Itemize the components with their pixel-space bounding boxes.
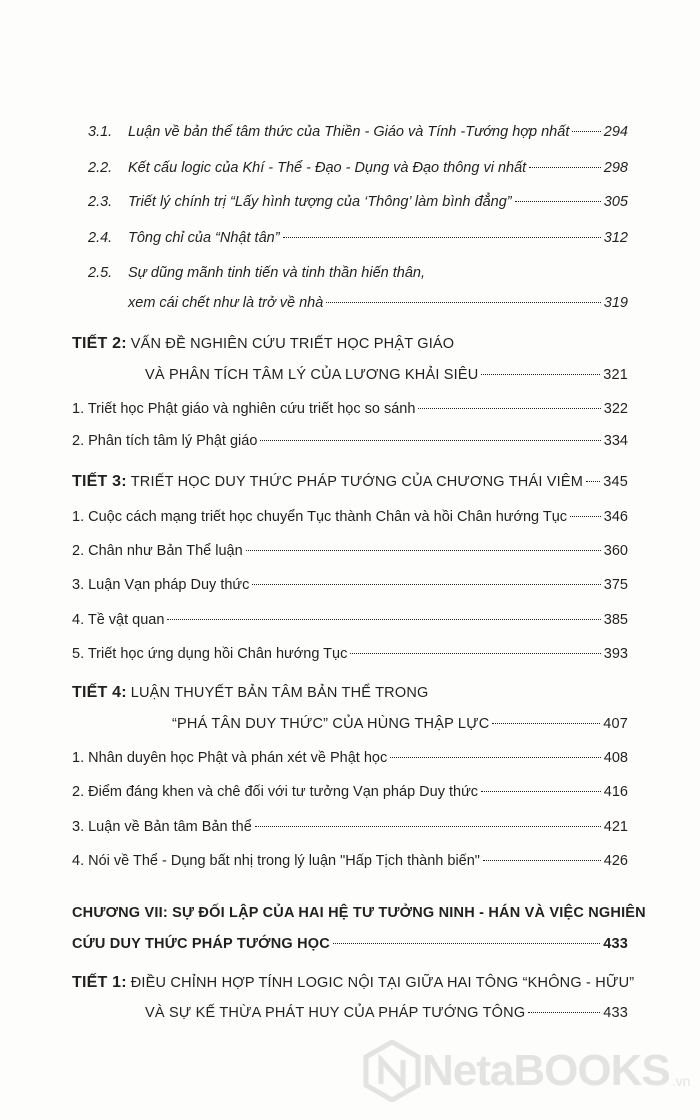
- section-heading[interactable]: [72, 473, 628, 491]
- entry-number: 2.4.: [88, 230, 113, 246]
- entry-title: Kết cấu logic của Khí - Thể - Đạo - Dụng và Đạo thông vi nhất: [128, 160, 527, 176]
- section-heading[interactable]: [72, 684, 628, 702]
- chapter-page: 433: [603, 936, 628, 952]
- leader-dots: [492, 723, 600, 724]
- entry-page: 408: [603, 750, 628, 766]
- chapter-heading[interactable]: [72, 905, 646, 921]
- entry-page: 385: [603, 612, 628, 628]
- entry-title: Sự dũng mãnh tinh tiến và tinh thần hiến thân,: [128, 265, 425, 281]
- section-page: 407: [603, 716, 628, 732]
- leader-dots: [586, 481, 600, 482]
- section-title: “PHÁ TÂN DUY THỨC” CỦA HÙNG THẬP LỰC: [172, 716, 490, 732]
- toc-entry[interactable]: [88, 194, 628, 210]
- entry-page: 298: [603, 160, 628, 176]
- section-title: ĐIỀU CHỈNH HỢP TÍNH LOGIC NỘI TẠI GIỮA HAI TÔNG “KHÔNG - HỮU”: [130, 975, 635, 991]
- watermark: [362, 1040, 690, 1102]
- entry-page: 312: [603, 230, 628, 246]
- entry-title: 5. Triết học ứng dụng hồi Chân hướng Tục: [72, 646, 348, 662]
- leader-dots: [333, 943, 600, 944]
- toc-entry[interactable]: [88, 124, 628, 140]
- entry-number: 2.2.: [88, 160, 113, 176]
- entry-number: 2.3.: [88, 194, 113, 210]
- section-label: TIẾT 4:: [72, 684, 127, 701]
- leader-dots: [252, 584, 600, 585]
- entry-page: 319: [603, 295, 628, 311]
- entry-title: 4. Nói về Thể - Dụng bất nhị trong lý luận "Hấp Tịch thành biến": [72, 853, 480, 869]
- toc-entry[interactable]: [72, 577, 628, 593]
- entry-page: 421: [603, 819, 628, 835]
- entry-title: Tông chỉ của “Nhật tân”: [128, 230, 280, 246]
- toc-entry[interactable]: [72, 509, 628, 525]
- section-title: VẤN ĐỀ NGHIÊN CỨU TRIẾT HỌC PHẬT GIÁO: [130, 336, 455, 352]
- leader-dots: [515, 201, 601, 202]
- toc-entry[interactable]: [88, 160, 628, 176]
- leader-dots: [326, 302, 601, 303]
- entry-title: 2. Phân tích tâm lý Phật giáo: [72, 433, 258, 449]
- entry-page: 393: [603, 646, 628, 662]
- entry-title: 3. Luận Vạn pháp Duy thức: [72, 577, 250, 593]
- toc-entry[interactable]: [72, 646, 628, 662]
- section-heading-continued[interactable]: [172, 716, 628, 732]
- leader-dots: [570, 516, 601, 517]
- leader-dots: [350, 653, 600, 654]
- entry-title: 2. Điểm đáng khen và chê đối với tư tưởng Vạn pháp Duy thức: [72, 784, 479, 800]
- leader-dots: [528, 1012, 600, 1013]
- toc-entry[interactable]: [72, 853, 628, 869]
- toc-entry[interactable]: [72, 819, 628, 835]
- entry-title: 2. Chân như Bản Thể luận: [72, 543, 243, 559]
- entry-page: 322: [603, 401, 628, 417]
- entry-title: 3. Luận về Bản tâm Bản thể: [72, 819, 252, 835]
- section-heading[interactable]: [72, 974, 635, 992]
- chapter-title: CHƯƠNG VII: SỰ ĐỐI LẬP CỦA HAI HỆ TƯ TƯỞNG NINH - HÁN VÀ VIỆC NGHIÊN: [72, 905, 646, 921]
- toc-entry[interactable]: [128, 295, 628, 311]
- netabooks-logo-icon: [362, 1040, 422, 1102]
- section-title: TRIẾT HỌC DUY THỨC PHÁP TƯỚNG CỦA CHƯƠNG THÁI VIÊM: [130, 474, 584, 490]
- toc-entry[interactable]: [72, 433, 628, 449]
- entry-title: xem cái chết như là trở về nhà: [128, 295, 324, 311]
- leader-dots: [483, 860, 601, 861]
- entry-title: Luận về bản thể tâm thức của Thiền - Giáo và Tính -Tướng hợp nhất: [128, 124, 570, 140]
- leader-dots: [283, 237, 601, 238]
- toc-entry[interactable]: [72, 401, 628, 417]
- leader-dots: [572, 131, 600, 132]
- entry-page: 334: [603, 433, 628, 449]
- section-page: 345: [603, 474, 628, 490]
- section-page: 321: [603, 367, 628, 383]
- toc-entry-first-line[interactable]: [88, 265, 628, 281]
- leader-dots: [167, 619, 600, 620]
- section-label: TIẾT 1:: [72, 974, 127, 991]
- entry-number: 3.1.: [88, 124, 113, 140]
- toc-entry[interactable]: [72, 543, 628, 559]
- leader-dots: [260, 440, 600, 441]
- section-label: TIẾT 2:: [72, 335, 127, 352]
- toc-entry[interactable]: [72, 750, 628, 766]
- section-title: VÀ SỰ KẾ THỪA PHÁT HUY CỦA PHÁP TƯỚNG TÔNG: [145, 1005, 526, 1021]
- entry-page: 416: [603, 784, 628, 800]
- entry-title: 1. Cuộc cách mạng triết học chuyển Tục thành Chân và hồi Chân hướng Tục: [72, 509, 568, 525]
- watermark-brand: NetaBOOKS: [422, 1046, 670, 1095]
- leader-dots: [481, 791, 601, 792]
- watermark-suffix: .vn: [671, 1073, 691, 1089]
- section-title: VÀ PHÂN TÍCH TÂM LÝ CỦA LƯƠNG KHẢI SIÊU: [145, 367, 479, 383]
- section-label: TIẾT 3:: [72, 473, 127, 490]
- section-page: 433: [603, 1005, 628, 1021]
- leader-dots: [246, 550, 601, 551]
- entry-title: 4. Tề vật quan: [72, 612, 165, 628]
- leader-dots: [481, 374, 600, 375]
- section-heading[interactable]: [72, 335, 628, 353]
- entry-title: 1. Nhân duyên học Phật và phán xét về Phật học: [72, 750, 388, 766]
- chapter-title: CỨU DUY THỨC PHÁP TƯỚNG HỌC: [72, 936, 330, 952]
- chapter-heading-continued[interactable]: [72, 936, 628, 952]
- toc-entry[interactable]: [72, 784, 628, 800]
- leader-dots: [418, 408, 600, 409]
- entry-page: 305: [603, 194, 628, 210]
- entry-page: 426: [603, 853, 628, 869]
- section-heading-continued[interactable]: [145, 367, 628, 383]
- leader-dots: [255, 826, 601, 827]
- entry-page: 360: [603, 543, 628, 559]
- toc-entry[interactable]: [88, 230, 628, 246]
- section-heading-continued[interactable]: [145, 1005, 628, 1021]
- leader-dots: [529, 167, 601, 168]
- entry-page: 375: [603, 577, 628, 593]
- section-title: LUẬN THUYẾT BẢN TÂM BẢN THỂ TRONG: [130, 685, 429, 701]
- entry-page: 294: [603, 124, 628, 140]
- entry-number: 2.5.: [88, 265, 113, 281]
- entry-title: 1. Triết học Phật giáo và nghiên cứu triết học so sánh: [72, 401, 416, 417]
- entry-title: Triết lý chính trị “Lấy hình tượng của ‘Thông’ làm bình đẳng”: [128, 194, 512, 210]
- entry-page: 346: [603, 509, 628, 525]
- toc-entry[interactable]: [72, 612, 628, 628]
- leader-dots: [390, 757, 601, 758]
